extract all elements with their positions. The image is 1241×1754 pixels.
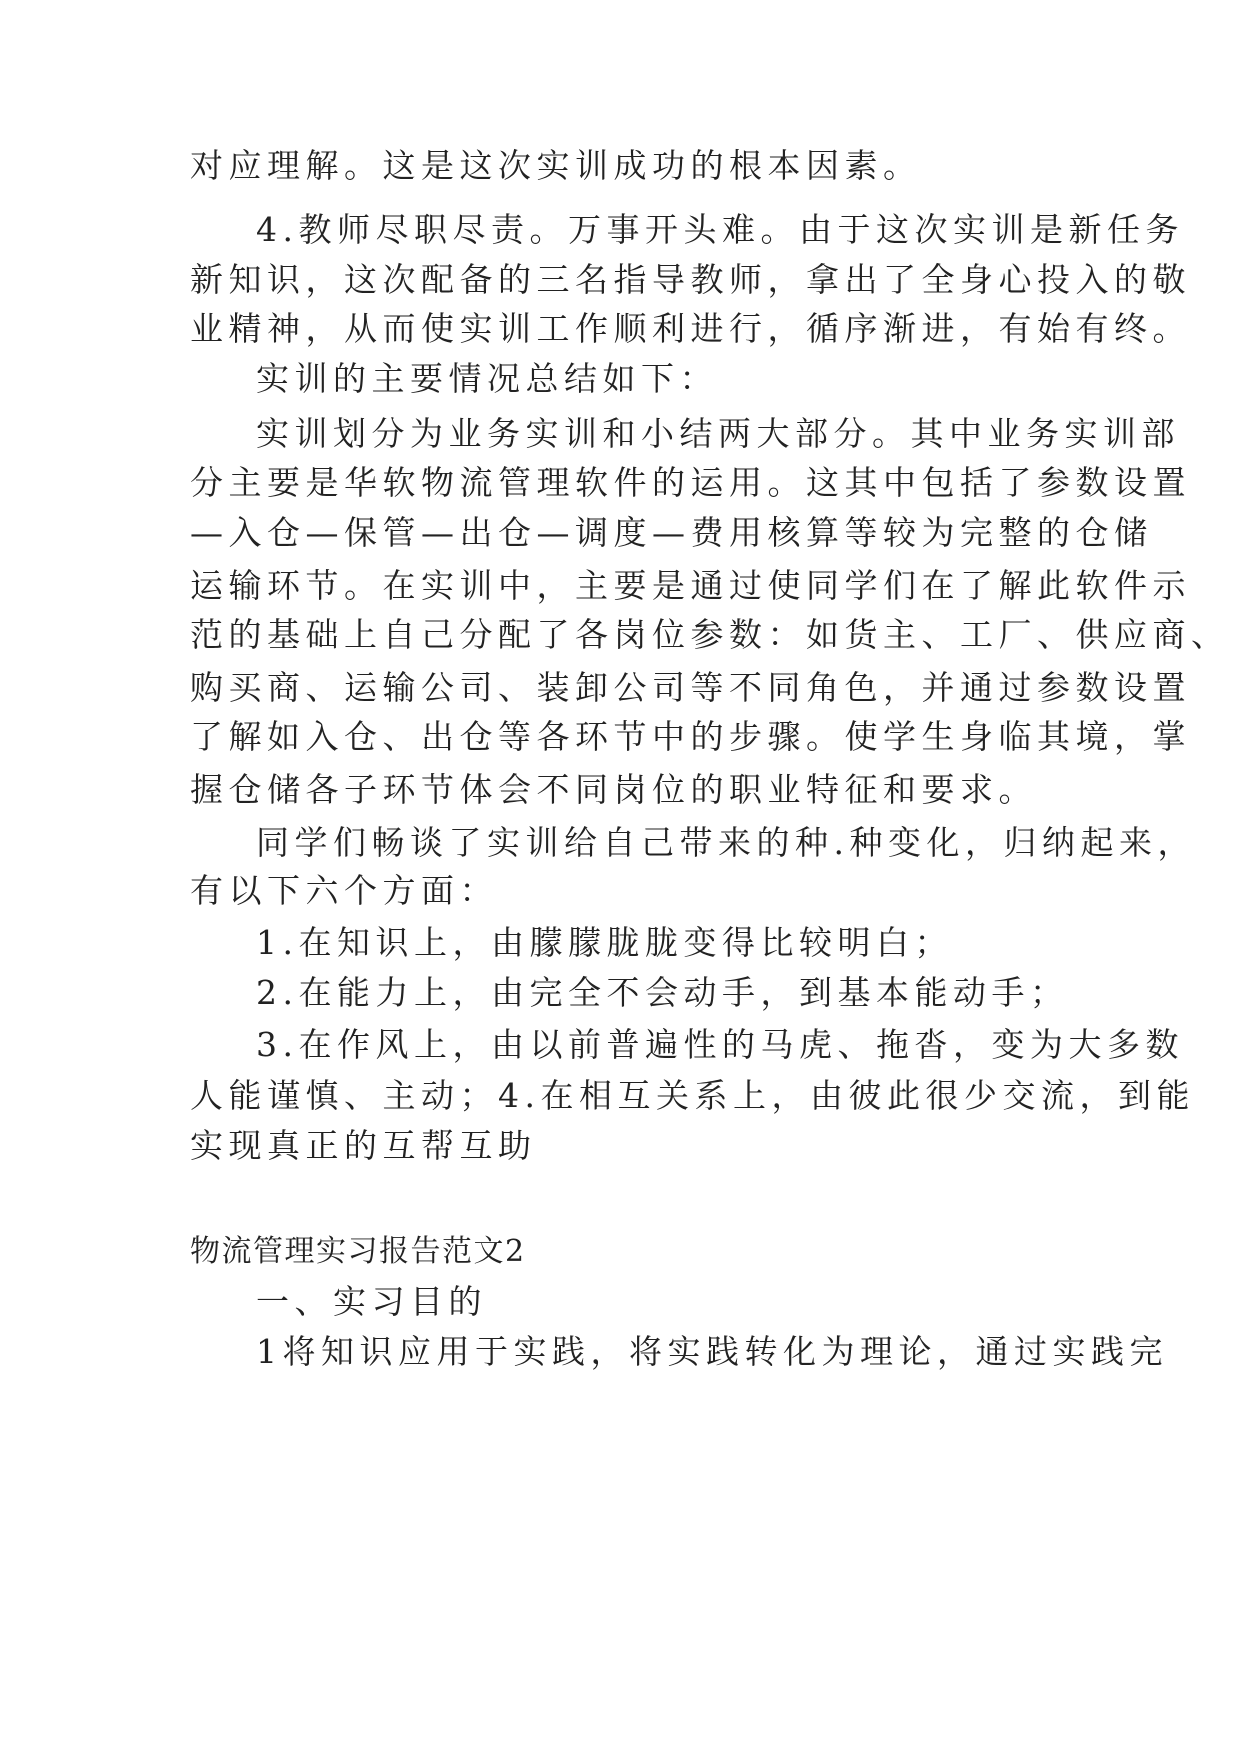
- paragraph-line: 对应理解。这是这次实训成功的根本因素。: [190, 146, 922, 185]
- list-item: 实现真正的互帮互助: [190, 1126, 537, 1165]
- paragraph-line: 分主要是华软物流管理软件的运用。这其中包括了参数设置: [190, 463, 1191, 502]
- paragraph-line: 实训划分为业务实训和小结两大部分。其中业务实训部: [256, 414, 1180, 453]
- paragraph-line: 同学们畅谈了实训给自己带来的种.种变化，归纳起来，: [256, 823, 1196, 862]
- paragraph-line: 实训的主要情况总结如下：: [256, 359, 718, 398]
- paragraph-line: 购买商、运输公司、装卸公司等不同角色，并通过参数设置: [190, 668, 1191, 707]
- paragraph-line: 4.教师尽职尽责。万事开头难。由于这次实训是新任务: [256, 210, 1184, 249]
- subsection-heading: 一、实习目的: [256, 1282, 487, 1321]
- list-item: 2.在能力上，由完全不会动手，到基本能动手；: [256, 973, 1069, 1012]
- list-item: 1.在知识上，由朦朦胧胧变得比较明白；: [256, 923, 953, 962]
- list-item: 人能谨慎、主动；4.在相互关系上，由彼此很少交流，到能: [190, 1076, 1195, 1115]
- section-title: 物流管理实习报告范文2: [190, 1234, 526, 1269]
- paragraph-line: 业精神，从而使实训工作顺利进行，循序渐进，有始有终。: [190, 309, 1191, 348]
- paragraph-line: 有以下六个方面：: [190, 871, 498, 910]
- paragraph-line: —入仓—保管—出仓—调度—费用核算等较为完整的仓储: [190, 513, 1153, 552]
- paragraph-line: 1将知识应用于实践，将实践转化为理论，通过实践完: [256, 1332, 1168, 1371]
- list-item: 3.在作风上，由以前普遍性的马虎、拖沓，变为大多数: [256, 1025, 1184, 1064]
- paragraph-line: 范的基础上自己分配了各岗位参数：如货主、工厂、供应商、: [190, 615, 1230, 654]
- paragraph-line: 握仓储各子环节体会不同岗位的职业特征和要求。: [190, 770, 1037, 809]
- paragraph-line: 了解如入仓、出仓等各环节中的步骤。使学生身临其境，掌: [190, 717, 1191, 756]
- paragraph-line: 运输环节。在实训中，主要是通过使同学们在了解此软件示: [190, 566, 1191, 605]
- paragraph-line: 新知识，这次配备的三名指导教师，拿出了全身心投入的敬: [190, 260, 1191, 299]
